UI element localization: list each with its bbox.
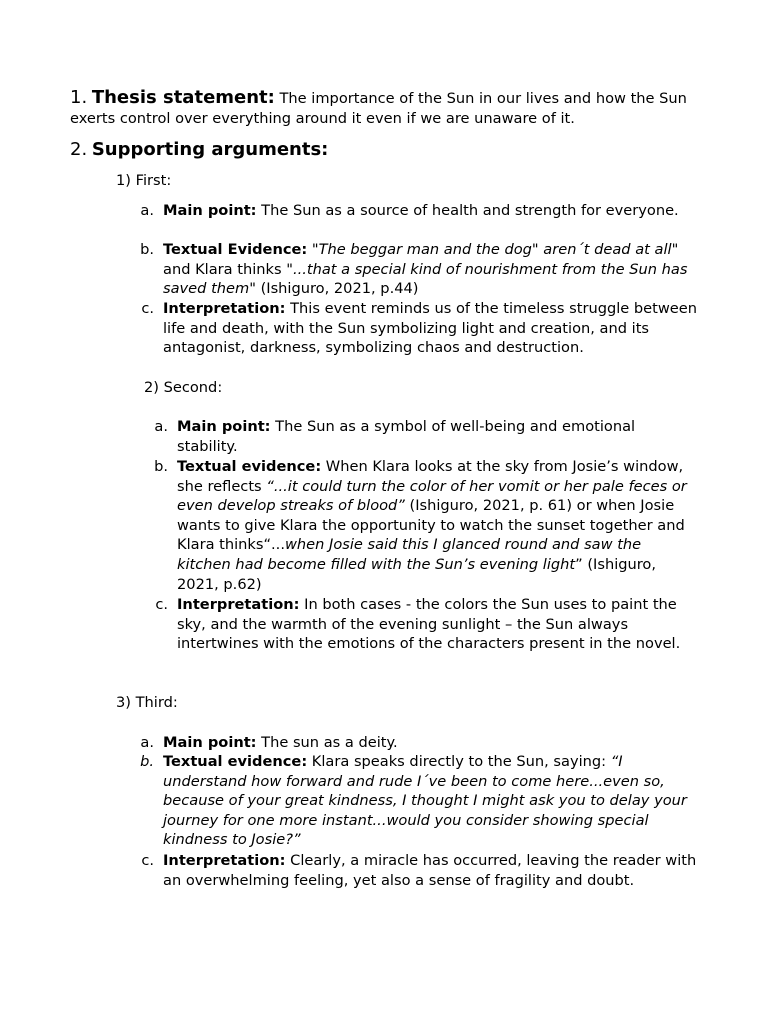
- item-heading: Interpretation:: [177, 596, 300, 613]
- first-argument-label: 1) First:: [116, 172, 172, 189]
- item-heading: Interpretation:: [163, 852, 286, 869]
- list-marker: c.: [141, 300, 154, 317]
- item-heading: Main point:: [177, 418, 271, 435]
- thesis-heading: Thesis statement:: [91, 87, 275, 108]
- thesis-number: 1.: [70, 87, 88, 108]
- item-heading: Textual evidence:: [177, 458, 322, 475]
- list-marker: a.: [140, 202, 154, 219]
- supporting-number: 2.: [70, 139, 88, 160]
- list-item-text: Interpretation: Clearly, a miracle has occurred, leaving the reader with an overwhelming feeling, yet also a sense of fragility and doubt.: [163, 852, 697, 889]
- list-item-text: Textual Evidence: "The beggar man and the dog" aren´t dead at all" and Klara thinks "...that a special kind of nourishment from the Sun has saved them" (Ishiguro, 2021, p.44): [163, 241, 688, 298]
- item-heading: Textual Evidence:: [163, 241, 308, 258]
- supporting-heading: Supporting arguments:: [91, 139, 329, 160]
- list-marker: b.: [140, 753, 154, 770]
- list-item-text: Textual evidence: Klara speaks directly to the Sun, saying: “I understand how forward and rude I´ve been to come here...even so, because of your great kindness, I thought I might ask you to delay your journey for one more instant...would you consider showing special kindness to Josie?”: [163, 753, 687, 849]
- list-item-text: Textual evidence: When Klara looks at the sky from Josie’s window, she reflects “...it could turn the color of her vomit or her pale feces or even develop streaks of blood” (Ishiguro, 2021, p. 61) or when Josie wants to give Klara the opportunity to watch the sunset together and Klara thinks“...when Josie said this I glanced round and saw the kitchen had become filled with the Sun’s evening light” (Ishiguro, 2021, p.62): [177, 458, 687, 593]
- list-marker: b.: [154, 458, 168, 475]
- list-item-text: Interpretation: This event reminds us of the timeless struggle between life and death, with the Sun symbolizing light and creation, and its antagonist, darkness, symbolizing chaos and destruction.: [163, 300, 698, 357]
- list-marker: c.: [141, 852, 154, 869]
- supporting-arguments-heading: [70, 140, 710, 161]
- list-item-text: Main point: The Sun as a source of health and strength for everyone.: [163, 202, 679, 219]
- list-marker: a.: [154, 418, 168, 435]
- third-argument-label: 3) Third:: [116, 694, 178, 711]
- item-heading: Main point:: [163, 202, 257, 219]
- thesis-paragraph: [70, 88, 710, 128]
- item-heading: Main point:: [163, 734, 257, 751]
- list-item-text: Interpretation: In both cases - the colors the Sun uses to paint the sky, and the warmth of the evening sunlight – the Sun always intertwines with the emotions of the characters present in the novel.: [177, 596, 681, 653]
- list-marker: b.: [140, 241, 154, 258]
- thesis-text: The importance of the Sun in our lives and how the Sun exerts control over everything around it even if we are unaware of it.: [70, 90, 687, 127]
- list-marker: c.: [155, 596, 168, 613]
- list-item-text: Main point: The sun as a deity.: [163, 734, 398, 751]
- list-marker: a.: [140, 734, 154, 751]
- item-heading: Interpretation:: [163, 300, 286, 317]
- second-argument-label: 2) Second:: [144, 379, 223, 396]
- list-item-text: Main point: The Sun as a symbol of well-being and emotional stability.: [177, 418, 636, 455]
- item-heading: Textual evidence:: [163, 753, 308, 770]
